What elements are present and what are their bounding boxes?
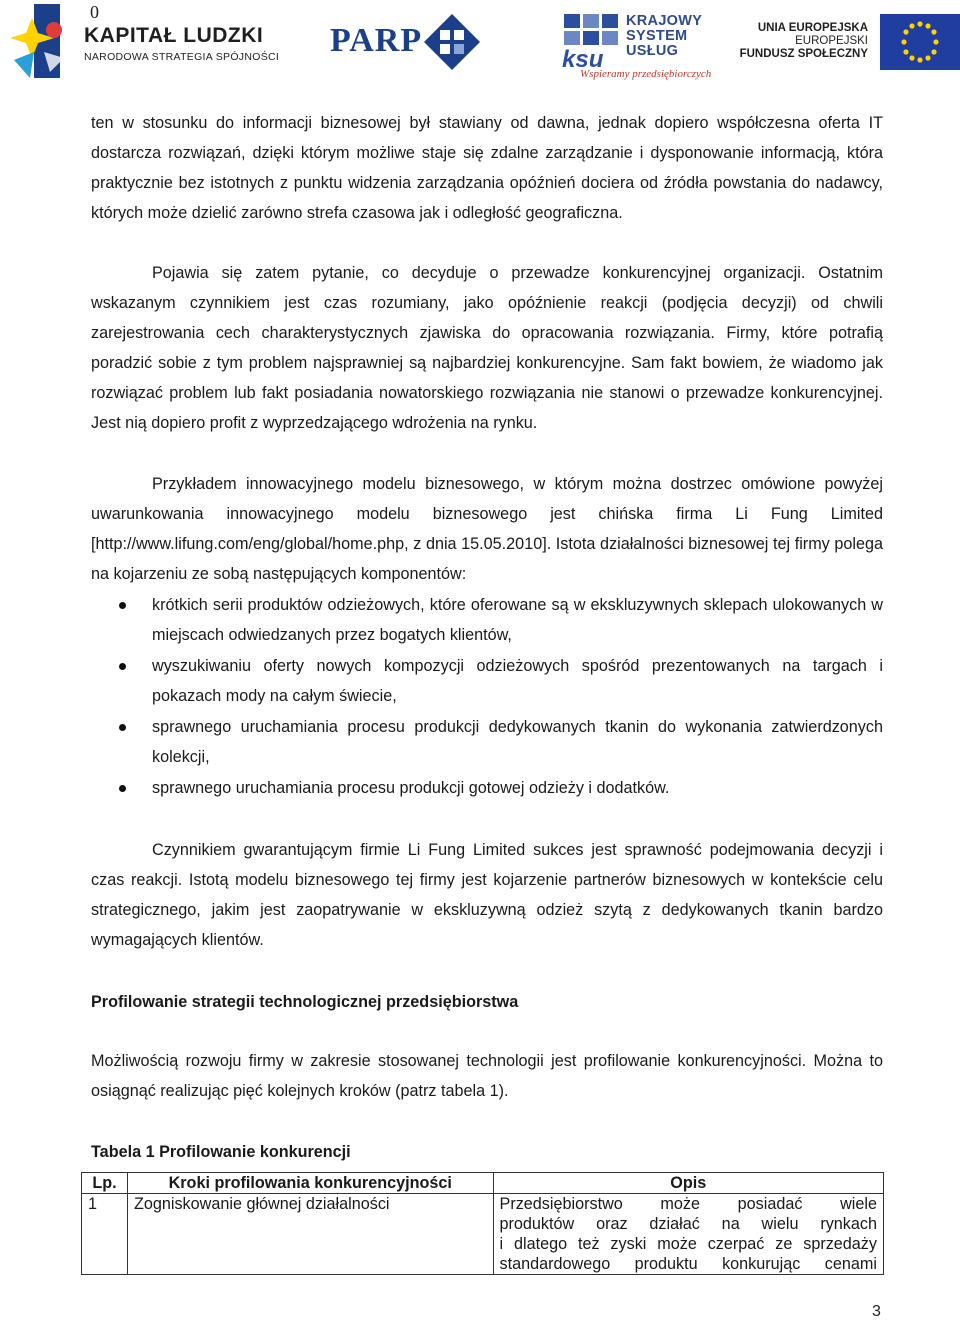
table-caption: Tabela 1 Profilowanie konkurencji — [91, 1143, 351, 1161]
eu-line-1: UNIA EUROPEJSKA — [757, 22, 868, 34]
kapital-ludzki-emblem-icon — [4, 0, 76, 82]
parp-wordmark: PARP — [330, 22, 423, 59]
table-row — [82, 1194, 884, 1275]
column-header-steps: Kroki profilowania konkurencyjności — [127, 1173, 493, 1194]
paragraph-4: Czynnikiem gwarantującym firmie Li Fung Limited sukces jest sprawność podejmowania decyzji i czas reakcji. Istotą modelu biznesowego tej firmy jest kojarzenie partnerów biznesowych w kontekście celu strategicznego, jakim jest zaopatrywanie w ekskluzywną odzież szytą z dedykowanych tkanin bardzo wymagających klientów. — [91, 841, 883, 949]
section-heading: Profilowanie strategii technologicznej przedsiębiorstwa — [91, 993, 519, 1011]
list-item — [91, 590, 883, 650]
list-item — [91, 651, 883, 711]
paragraph-5: Możliwością rozwoju firmy w zakresie stosowanej technologii jest profilowanie konkurencyjności. Można to osiągnąć realizując pięć kolejnych kroków (patrz tabela 1). — [91, 1052, 883, 1100]
parp-diamond-icon — [422, 12, 482, 72]
description-line: produktów oraz działać na wielu rynkach — [499, 1215, 877, 1233]
bullet-icon — [119, 663, 126, 670]
eu-flag-icon — [880, 14, 960, 70]
kapital-ludzki-logo — [4, 0, 284, 82]
paragraph-2: Pojawia się zatem pytanie, co decyduje o przewadze konkurencyjnej organizacji. Ostatnim wskazanym czynnikiem jest czas rozumiany, jako opóźnienie reakcji (podjęcia decyzji) od chwili zarejestrowania cech charakterystycznych zjawiska do opracowania rozwiązania. Firmy, które potrafią poradzić sobie z tym problem najsprawniej są najbardziej konkurencyjne. Sam fakt bowiem, że wiadomo jak rozwiązać problem lub fakt posiadania nowatorskiego rozwiązania nie stanowi o przewadze konkurencyjnej. Jest nią dopiero profit z wyprzedzającego wdrożenia na rynku. — [91, 264, 883, 432]
eu-logo — [739, 14, 960, 74]
list-item-text: wyszukiwaniu oferty nowych kompozycji odzieżowych spośród prezentowanych na targach i pokazach mody na całym świecie, — [152, 657, 883, 705]
page-number: 3 — [872, 1303, 881, 1320]
ksu-name — [626, 14, 702, 59]
page-header — [0, 0, 960, 92]
description-line: Przedsiębiorstwo może posiadać wiele — [499, 1195, 877, 1213]
kapital-ludzki-title: KAPITAŁ LUDZKI — [84, 24, 264, 47]
description-line: i dlatego też zyski może czerpać ze sprzedaży — [499, 1235, 877, 1253]
profiling-table — [81, 1172, 884, 1275]
column-header-lp: Lp. — [82, 1173, 128, 1194]
ksu-line-1: KRAJOWY — [626, 13, 703, 29]
table-header-row — [82, 1173, 884, 1194]
parp-logo — [330, 10, 490, 80]
list-item — [91, 773, 883, 803]
eu-stars-icon — [880, 14, 960, 70]
header-page-marker: 0 — [90, 2, 99, 22]
cell-step: Zogniskowanie głównej działalności — [127, 1194, 493, 1275]
paragraph-3: Przykładem innowacyjnego modelu biznesowego, w którym można dostrzec omówione powyżej uwarunkowania innowacyjnego modelu biznesowego jest chińska firma Li Fung Limited [http://www.lifung.com/eng/global/home.php, z dnia 15.05.2010]. Istota działalności biznesowej tej firmy polega na kojarzeniu ze sobą następujących komponentów: — [91, 475, 883, 583]
bullet-icon — [119, 602, 126, 609]
list-item-text: sprawnego uruchamiania procesu produkcji gotowej odzieży i dodatków. — [152, 779, 670, 797]
ksu-line-3: USŁUG — [626, 43, 679, 59]
ksu-tagline: Wspieramy przedsiębiorczych — [580, 68, 712, 80]
list-item-text: sprawnego uruchamiania procesu produkcji dedykowanych tkanin do wykonania zatwierdzonych kolekcji, — [152, 718, 883, 766]
eu-line-3: FUNDUSZ SPOŁECZNY — [739, 48, 868, 60]
paragraph-1: ten w stosunku do informacji biznesowej był stawiany od dawna, jednak dopiero współczesna oferta IT dostarcza rozwiązań, dzięki którym możliwe staje się zdalne zarządzanie i dysponowanie informacją, która praktycznie bez istotnych z punktu widzenia zarządzania opóźnień dociera od źródła powstania do nadawcy, których może dzielić zarówno strefa czasowa jak i odległość geograficzna. — [91, 114, 883, 222]
ksu-wordmark: ksu — [562, 46, 604, 73]
list-item-text: krótkich serii produktów odzieżowych, które oferowane są w ekskluzywnych sklepach ulokowanych w miejscach odwiedzanych przez bogatych klientów, — [152, 596, 883, 644]
cell-description — [493, 1194, 883, 1275]
ksu-logo — [562, 10, 722, 88]
eu-text — [740, 22, 868, 61]
bullet-icon — [119, 724, 126, 731]
kapital-ludzki-subtitle: NARODOWA STRATEGIA SPÓJNOŚCI — [84, 51, 280, 63]
bullet-icon — [119, 785, 126, 792]
cell-lp: 1 — [82, 1194, 128, 1275]
ksu-line-2: SYSTEM — [626, 28, 688, 44]
components-list — [91, 590, 883, 804]
eu-line-2: EUROPEJSKI — [795, 35, 868, 47]
list-item — [91, 712, 883, 772]
column-header-description: Opis — [493, 1173, 883, 1194]
description-line: standardowego produktu konkurując cenami — [499, 1255, 877, 1273]
